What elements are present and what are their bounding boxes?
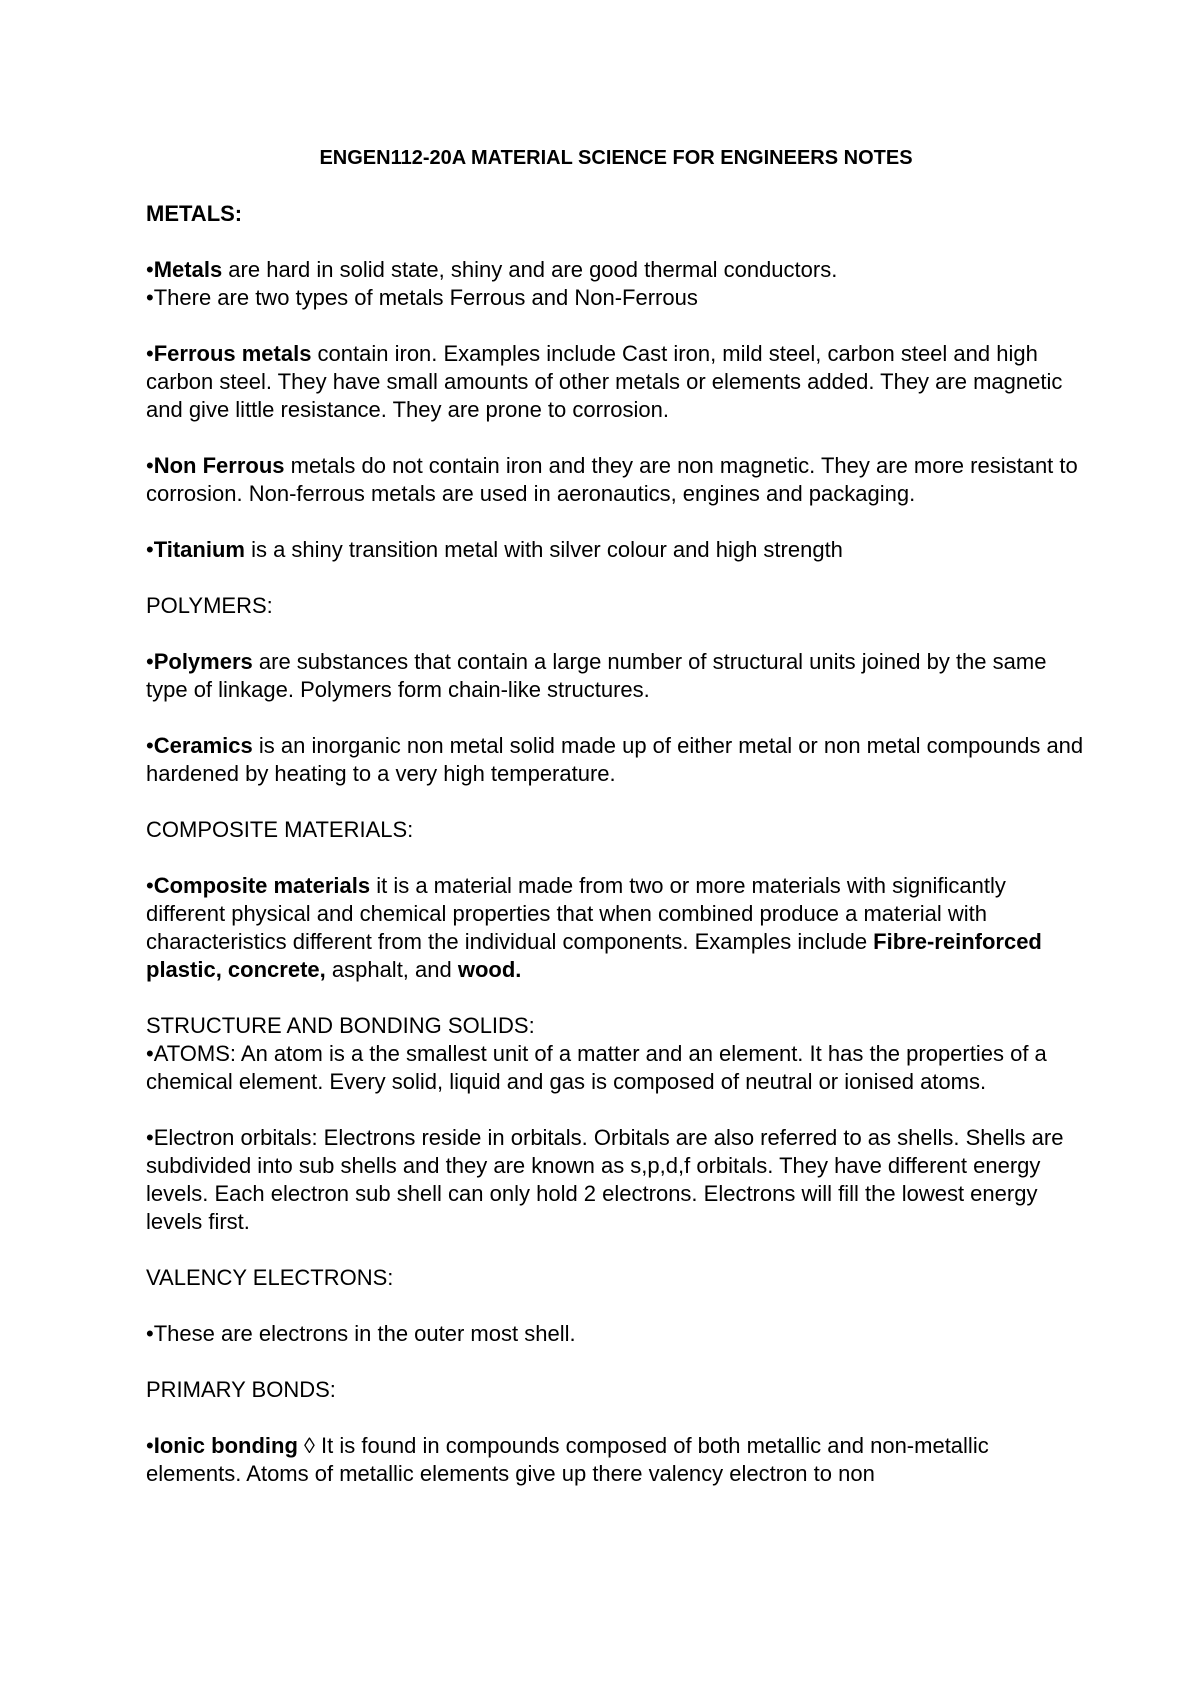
text-metals: are hard in solid state, shiny and are good thermal conductors.: [222, 257, 838, 282]
section-heading-composites: COMPOSITE MATERIALS:: [146, 817, 414, 842]
bullet-mark: •: [146, 1041, 154, 1066]
bullet-mark: •: [146, 649, 154, 674]
term-ionic: Ionic bonding: [153, 1433, 298, 1458]
spacer: [146, 312, 1086, 340]
text-orbitals: Electron orbitals: Electrons reside in orbitals. Orbitals are also referred to as shells. Shells are subdivided into sub shells and they are known as s,p,d,f orbitals. They have different energy levels. Each electron sub shell can only hold 2 electrons. Electrons will fill the lowest energy levels first.: [146, 1125, 1064, 1234]
examples-bold: Fibre-reinforced plastic, concrete,: [146, 929, 1042, 982]
bullet-orbitals: [146, 1124, 1086, 1236]
term-nonferrous: Non Ferrous: [153, 453, 285, 478]
examples-mid: asphalt, and: [325, 957, 458, 982]
document-title: ENGEN112-20A MATERIAL SCIENCE FOR ENGINEERS NOTES: [319, 147, 913, 169]
bullet-titanium: [146, 536, 1086, 564]
section-heading-structure: STRUCTURE AND BONDING SOLIDS:: [146, 1013, 535, 1038]
spacer: [146, 172, 1086, 200]
bullet-mark: •: [146, 873, 154, 898]
bullet-ionic: [146, 1432, 1086, 1488]
term-titanium: Titanium: [153, 537, 245, 562]
spacer: [146, 704, 1086, 732]
bullet-mark: •: [146, 1321, 154, 1346]
bullet-metal-types: [146, 284, 1086, 312]
term-composites: Composite materials: [153, 873, 371, 898]
bullet-mark: •: [146, 1433, 154, 1458]
spacer: [146, 984, 1086, 1012]
text-metal-types: There are two types of metals Ferrous and Non-Ferrous: [153, 285, 698, 310]
term-metals: Metals: [153, 257, 223, 282]
section-heading-metals: METALS:: [146, 201, 243, 226]
diamond-icon: ◊: [297, 1433, 315, 1458]
spacer: [146, 1096, 1086, 1124]
text-ionic: It is found in compounds composed of both metallic and non-metallic elements. Atoms of metallic elements give up there valency electron to non: [146, 1433, 989, 1486]
spacer: [146, 564, 1086, 592]
text-ceramics: is an inorganic non metal solid made up of either metal or non metal compounds and hardened by heating to a very high temperature.: [146, 733, 1084, 786]
spacer: [146, 508, 1086, 536]
spacer: [146, 1292, 1086, 1320]
term-ferrous: Ferrous metals: [153, 341, 312, 366]
term-polymers: Polymers: [153, 649, 253, 674]
bullet-atoms: [146, 1040, 1086, 1096]
text-polymers: are substances that contain a large number of structural units joined by the same type of linkage. Polymers form chain-like structures.: [146, 649, 1047, 702]
examples-end: wood.: [457, 957, 522, 982]
bullet-mark: •: [146, 257, 154, 282]
bullet-composites: [146, 872, 1086, 984]
spacer: [146, 1236, 1086, 1264]
bullet-mark: •: [146, 341, 154, 366]
section-heading-primary-bonds: PRIMARY BONDS:: [146, 1377, 336, 1402]
bullet-mark: •: [146, 453, 154, 478]
bullet-mark: •: [146, 285, 154, 310]
spacer: [146, 228, 1086, 256]
bullet-ferrous: [146, 340, 1086, 424]
text-atoms: ATOMS: An atom is a the smallest unit of a matter and an element. It has the properties of a chemical element. Every solid, liquid and gas is composed of neutral or ionised atoms.: [146, 1041, 1047, 1094]
bullet-mark: •: [146, 1125, 154, 1150]
bullet-ceramics: [146, 732, 1086, 788]
bullet-mark: •: [146, 733, 154, 758]
spacer: [146, 1348, 1086, 1376]
bullet-polymers: [146, 648, 1086, 704]
bullet-valency: [146, 1320, 1086, 1348]
section-heading-valency: VALENCY ELECTRONS:: [146, 1265, 394, 1290]
spacer: [146, 844, 1086, 872]
spacer: [146, 424, 1086, 452]
bullet-metals: [146, 256, 1086, 284]
spacer: [146, 1404, 1086, 1432]
term-ceramics: Ceramics: [153, 733, 253, 758]
spacer: [146, 788, 1086, 816]
text-valency: These are electrons in the outer most shell.: [153, 1321, 576, 1346]
bullet-mark: •: [146, 537, 154, 562]
spacer: [146, 620, 1086, 648]
text-titanium: is a shiny transition metal with silver colour and high strength: [244, 537, 843, 562]
text-ferrous: contain iron. Examples include Cast iron, mild steel, carbon steel and high carbon steel. They have small amounts of other metals or elements added. They are magnetic and give little resistance. They are prone to corrosion.: [146, 341, 1063, 422]
text-nonferrous: metals do not contain iron and they are non magnetic. They are more resistant to corrosion. Non-ferrous metals are used in aeronautics, engines and packaging.: [146, 453, 1078, 506]
section-heading-polymers: POLYMERS:: [146, 593, 273, 618]
document-content: [146, 144, 1086, 1488]
text-composites: it is a material made from two or more materials with significantly different physical and chemical properties that when combined produce a material with characteristics different from the individual components. Examples include: [146, 873, 1006, 954]
bullet-nonferrous: [146, 452, 1086, 508]
